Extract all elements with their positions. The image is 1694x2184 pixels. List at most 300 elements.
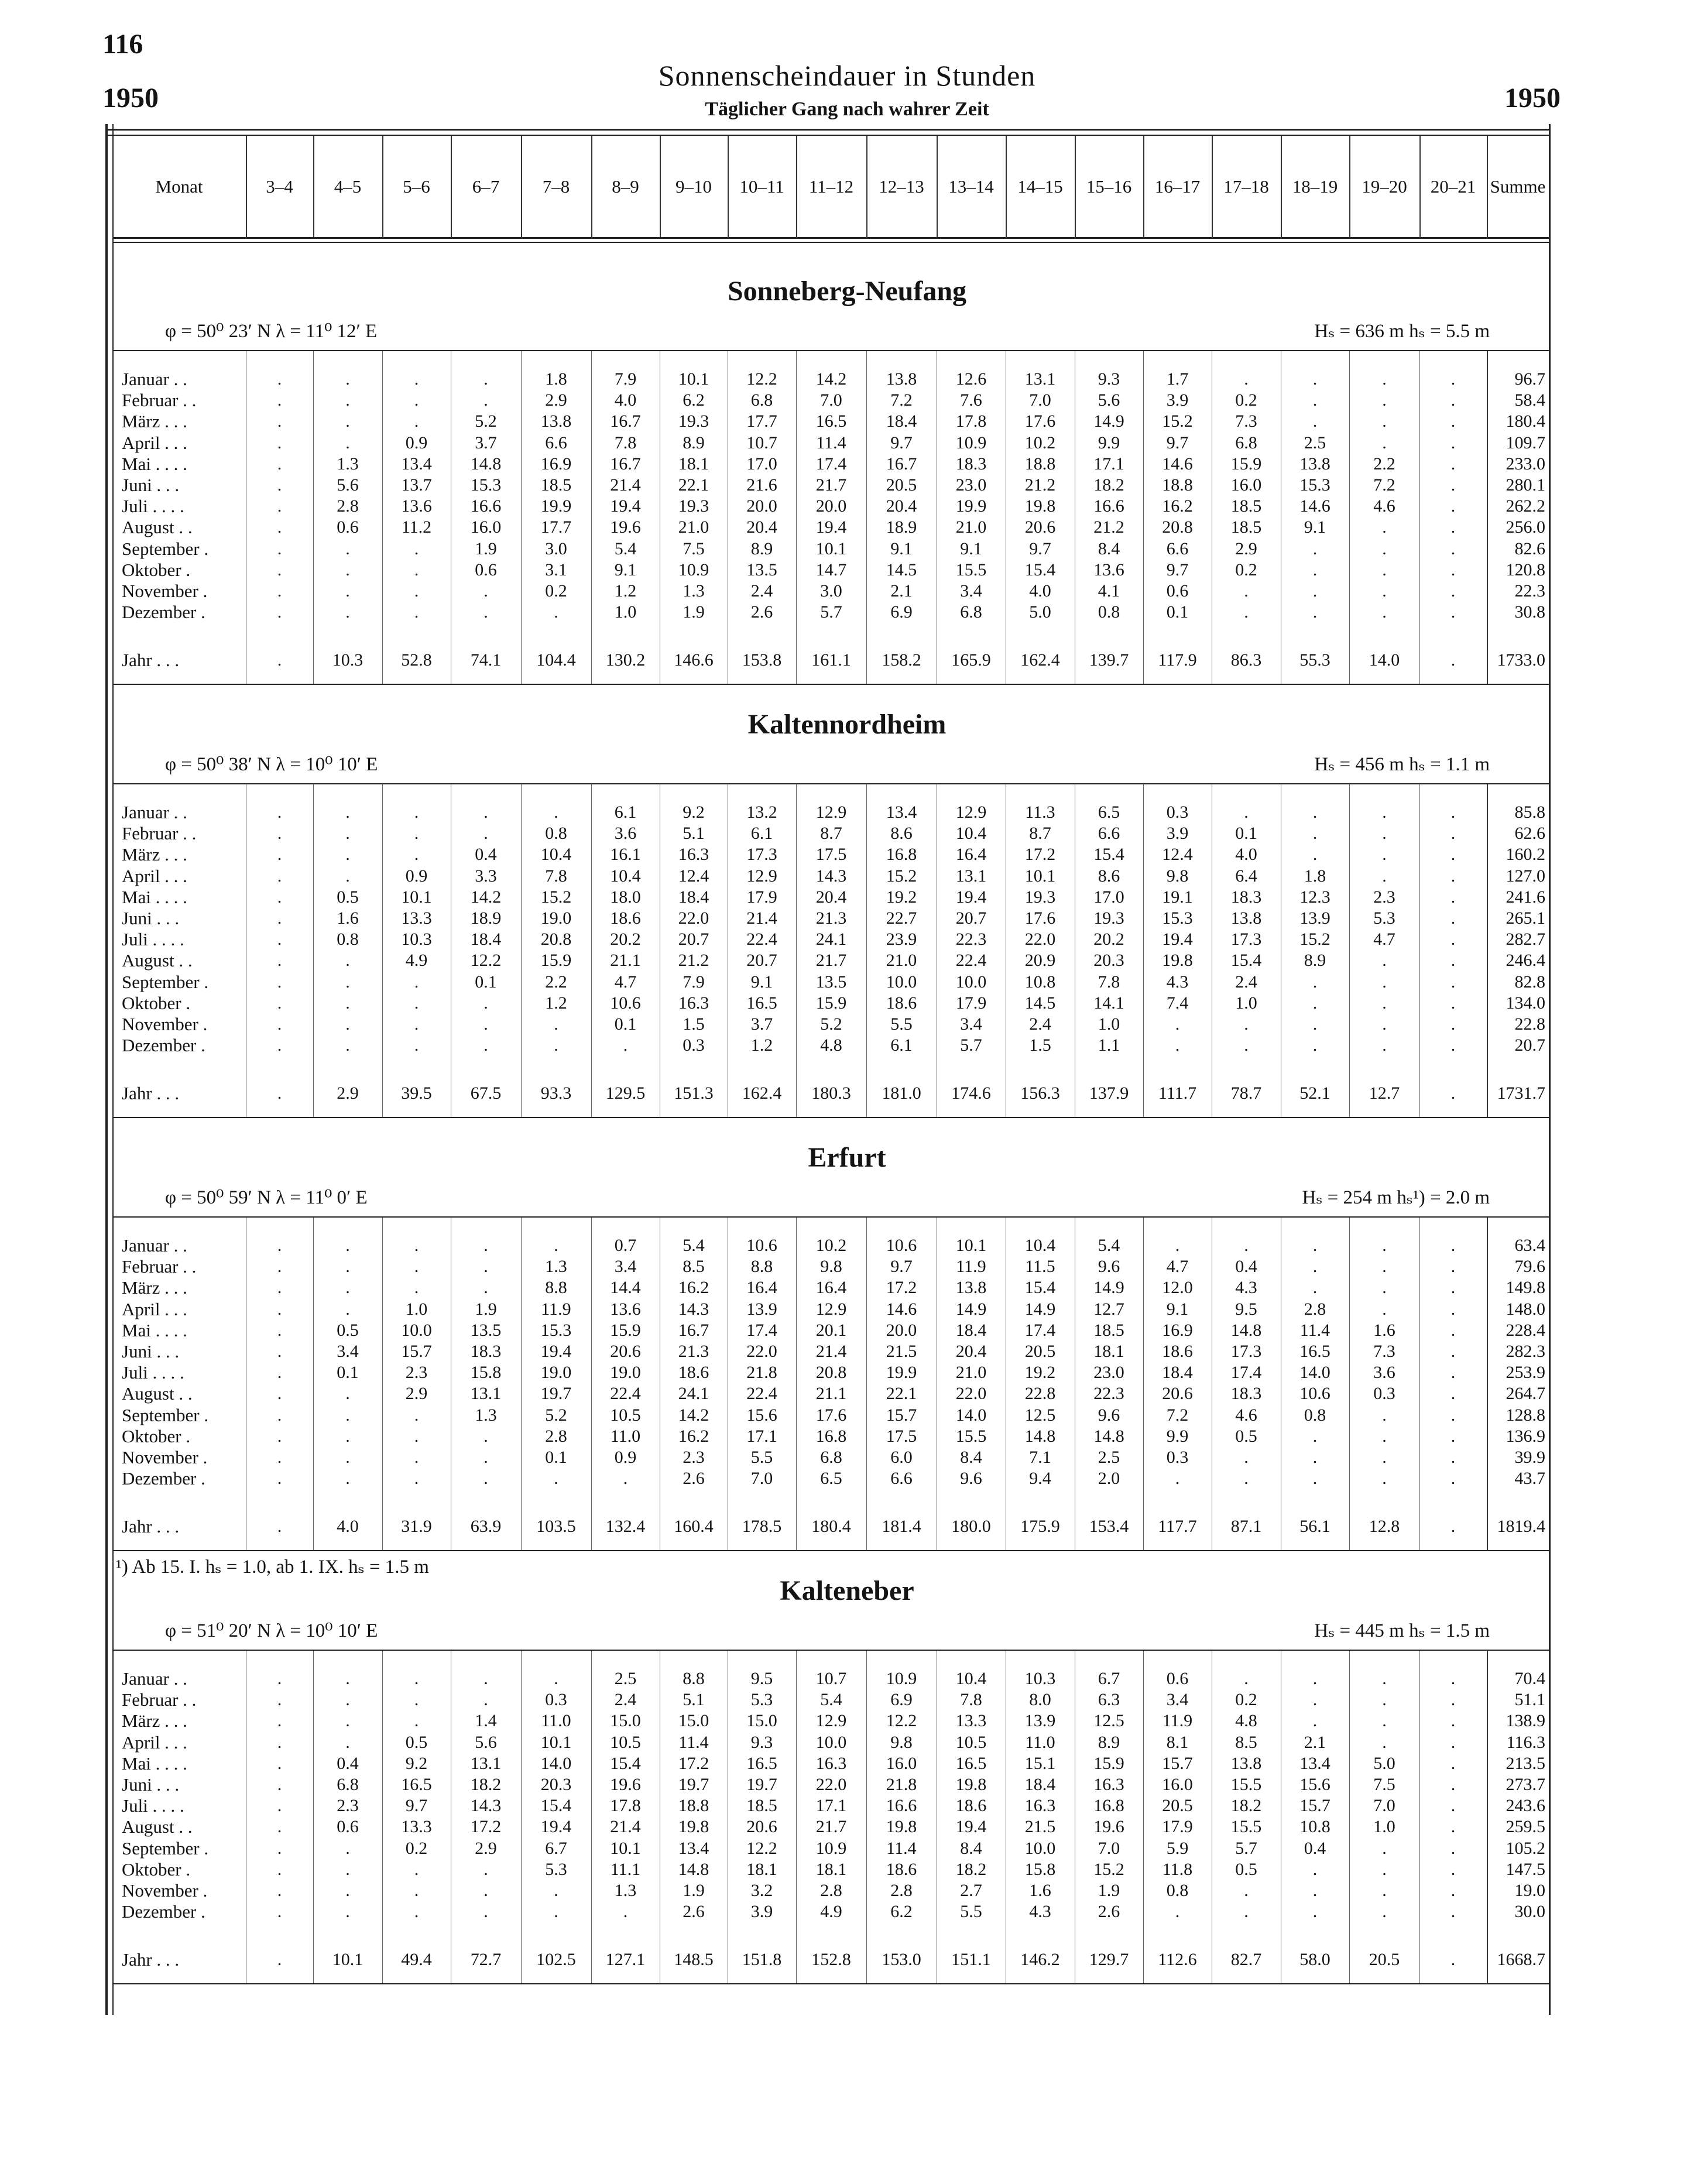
hour-cell: . — [345, 1469, 350, 1489]
hour-cell: 16.5 — [746, 1753, 777, 1773]
hour-cell: 18.4 — [1024, 1775, 1056, 1794]
hour-cell: 17.6 — [1024, 412, 1056, 431]
hour-cell: 18.1 — [678, 454, 709, 474]
hour-cell: 13.4 — [886, 803, 917, 822]
hour-cell: 16.3 — [678, 845, 709, 865]
hour-cell: 4.1 — [1098, 581, 1120, 601]
hour-cell: 13.7 — [401, 475, 432, 495]
hour-cell: 22.4 — [610, 1384, 641, 1404]
hour-cell: . — [1382, 1711, 1387, 1731]
hour-cell: 21.7 — [815, 475, 847, 495]
hour-cell: 10.9 — [955, 433, 987, 452]
month-label: Mai . . . . — [122, 1319, 187, 1340]
year-hour-cell: 56.1 — [1299, 1517, 1330, 1536]
hour-cell: 15.2 — [1093, 1859, 1124, 1879]
hour-cell: 17.0 — [1093, 887, 1124, 907]
hour-cell: 14.3 — [678, 1299, 709, 1319]
hour-cell: 12.2 — [746, 369, 777, 389]
hour-cell: 4.3 — [1029, 1902, 1051, 1922]
hour-cell: 11.8 — [1162, 1859, 1193, 1879]
year-hour-cell: . — [277, 1084, 282, 1103]
hour-cell: 19.9 — [540, 496, 572, 516]
hour-cell: . — [345, 412, 350, 431]
year-hour-cell: 112.6 — [1158, 1950, 1197, 1969]
hour-cell: 17.9 — [955, 993, 987, 1013]
year-hour-cell: 153.0 — [882, 1950, 921, 1969]
hour-cell: 16.3 — [1024, 1796, 1056, 1816]
hour-cell: . — [1450, 1236, 1456, 1255]
hour-cell: 9.2 — [683, 803, 705, 822]
hour-cell: . — [414, 581, 419, 601]
hour-cell: 7.8 — [1098, 972, 1120, 992]
hour-cell: 10.4 — [610, 866, 641, 886]
hour-cell: 0.6 — [337, 517, 359, 537]
hour-cell: 9.8 — [890, 1732, 913, 1752]
hour-cell: 15.2 — [886, 866, 917, 886]
column-header-hour: 11–12 — [808, 176, 854, 197]
hour-cell: 19.2 — [1024, 1363, 1056, 1383]
hour-cell: . — [483, 1014, 488, 1034]
hour-cell: 18.8 — [1024, 454, 1056, 474]
station-elevation: Hₛ = 445 m hₛ = 1.5 m — [1314, 1620, 1490, 1641]
hour-cell: . — [1312, 1859, 1318, 1879]
hour-cell: 18.8 — [1162, 475, 1193, 495]
year-hour-cell: 160.4 — [674, 1517, 714, 1536]
hour-cell: 16.0 — [1162, 1775, 1193, 1794]
hour-cell: 0.4 — [475, 845, 497, 865]
hour-cell: . — [554, 602, 558, 622]
hour-cell: 2.9 — [545, 390, 567, 410]
hour-cell: 24.1 — [815, 930, 847, 949]
hour-cell: 18.1 — [815, 1859, 847, 1879]
hour-cell: 21.7 — [815, 951, 847, 971]
hour-cell: 21.7 — [815, 1817, 847, 1837]
hour-cell: 10.1 — [1024, 866, 1056, 886]
hour-cell: 15.9 — [1230, 454, 1262, 474]
year-hour-cell: 20.5 — [1369, 1950, 1400, 1969]
hour-cell: 22.3 — [1093, 1384, 1124, 1404]
hour-cell: 13.9 — [1299, 908, 1330, 928]
hour-cell: 18.3 — [1230, 887, 1262, 907]
year-hour-cell: 158.2 — [882, 650, 921, 670]
hour-cell: 13.4 — [678, 1838, 709, 1858]
column-header-hour: 17–18 — [1223, 176, 1269, 197]
hour-cell: 19.8 — [1162, 951, 1193, 971]
hour-cell: 0.5 — [337, 887, 359, 907]
hour-cell: 3.4 — [960, 1014, 982, 1034]
hour-cell: . — [414, 1669, 419, 1688]
hour-cell: 15.0 — [746, 1711, 777, 1731]
year-hour-cell: 180.0 — [951, 1517, 991, 1536]
hour-cell: 10.6 — [746, 1236, 777, 1255]
hour-cell: 0.6 — [337, 1817, 359, 1837]
hour-cell: 20.8 — [540, 930, 572, 949]
hour-cell: . — [345, 845, 350, 865]
hour-cell: . — [345, 539, 350, 558]
sum-cell: 180.4 — [1506, 412, 1545, 431]
month-label: Juli . . . . — [122, 1362, 184, 1383]
hour-cell: 9.8 — [1166, 866, 1189, 886]
station-bottom-rule — [112, 1117, 1551, 1118]
hour-cell: 5.4 — [614, 539, 637, 558]
month-label: Dezember . — [122, 602, 205, 623]
hour-cell: 1.3 — [545, 1257, 567, 1277]
month-label: November . — [122, 581, 208, 601]
hour-cell: 2.2 — [545, 972, 567, 992]
hour-cell: 19.7 — [540, 1384, 572, 1404]
hour-cell: 17.4 — [1230, 1363, 1262, 1383]
hour-cell: 7.8 — [960, 1690, 982, 1710]
hour-cell: . — [1382, 972, 1387, 992]
hour-cell: 1.6 — [337, 908, 359, 928]
hour-cell: 6.8 — [820, 1448, 842, 1467]
hour-cell: 10.4 — [540, 845, 572, 865]
hour-cell: 17.9 — [746, 887, 777, 907]
month-label: Februar . . — [122, 1689, 197, 1710]
hour-cell: 15.3 — [1162, 908, 1193, 928]
hour-cell: 19.1 — [1162, 887, 1193, 907]
year-label: Jahr . . . — [122, 1083, 180, 1103]
hour-cell: 14.0 — [1299, 1363, 1330, 1383]
sum-cell: 30.8 — [1514, 602, 1545, 622]
year-sum-cell: 1731.7 — [1497, 1084, 1545, 1103]
year-right: 1950 — [1504, 83, 1561, 114]
column-header-sum: Summe — [1490, 176, 1546, 197]
hour-cell: . — [1382, 1838, 1387, 1858]
hour-cell: 20.0 — [815, 496, 847, 516]
hour-cell: 0.4 — [337, 1753, 359, 1773]
hour-cell: . — [1450, 1299, 1456, 1319]
hour-cell: . — [1450, 1711, 1456, 1731]
hour-cell: 7.9 — [614, 369, 637, 389]
hour-cell: 3.1 — [545, 560, 567, 580]
hour-cell: 14.3 — [815, 866, 847, 886]
hour-cell: . — [414, 824, 419, 844]
hour-cell: 10.0 — [401, 1320, 432, 1340]
hour-cell: 3.2 — [750, 1881, 773, 1900]
hour-cell: . — [345, 1448, 350, 1467]
hour-cell: . — [1450, 1469, 1456, 1489]
year-hour-cell: 55.3 — [1299, 650, 1330, 670]
hour-cell: 13.2 — [746, 803, 777, 822]
hour-cell: . — [1382, 1236, 1387, 1255]
hour-cell: . — [345, 1299, 350, 1319]
hour-cell: 7.4 — [1166, 993, 1189, 1013]
hour-cell: 17.2 — [678, 1753, 709, 1773]
hour-cell: . — [345, 866, 350, 886]
hour-cell: 10.4 — [955, 1669, 987, 1688]
hour-cell: . — [345, 1236, 350, 1255]
hour-cell: 8.7 — [1029, 824, 1051, 844]
month-label: April . . . — [122, 432, 187, 453]
hour-cell: 19.8 — [1024, 496, 1056, 516]
hour-cell: 19.0 — [540, 908, 572, 928]
hour-cell: . — [1312, 1426, 1318, 1446]
month-label: Juni . . . — [122, 908, 180, 928]
hour-cell: 8.4 — [960, 1838, 982, 1858]
hour-cell: 8.8 — [683, 1669, 705, 1688]
hour-cell: 7.5 — [1373, 1775, 1395, 1794]
hour-cell: 11.0 — [610, 1426, 641, 1446]
hour-cell: . — [1312, 369, 1318, 389]
hour-cell: 13.9 — [746, 1299, 777, 1319]
hour-cell: 19.6 — [610, 1775, 641, 1794]
sum-cell: 259.5 — [1506, 1817, 1545, 1837]
hour-cell: 6.1 — [614, 803, 637, 822]
hour-cell: 4.0 — [1029, 581, 1051, 601]
hour-cell: 20.4 — [815, 887, 847, 907]
hour-cell: 15.2 — [540, 887, 572, 907]
hour-cell: 16.5 — [746, 993, 777, 1013]
hour-cell: 15.8 — [1024, 1859, 1056, 1879]
year-hour-cell: . — [1450, 1084, 1456, 1103]
hour-cell: 17.3 — [746, 845, 777, 865]
hour-cell: 5.2 — [820, 1014, 842, 1034]
hour-cell: 3.4 — [614, 1257, 637, 1277]
hour-cell: . — [1312, 803, 1318, 822]
hour-cell: 9.4 — [1029, 1469, 1051, 1489]
hour-cell: 21.2 — [1093, 517, 1124, 537]
month-label: Oktober . — [122, 559, 191, 580]
column-header-hour: 6–7 — [472, 176, 500, 197]
hour-cell: 17.4 — [815, 454, 847, 474]
hour-cell: 9.1 — [750, 972, 773, 992]
hour-cell: 0.2 — [405, 1838, 428, 1858]
hour-cell: 9.7 — [405, 1796, 428, 1816]
hour-cell: 7.9 — [683, 972, 705, 992]
hour-cell: 15.2 — [1162, 412, 1193, 431]
hour-cell: 23.0 — [1093, 1363, 1124, 1383]
hour-cell: 0.5 — [1235, 1859, 1257, 1879]
hour-cell: . — [1382, 412, 1387, 431]
hour-cell: 19.9 — [955, 496, 987, 516]
hour-cell: 19.0 — [610, 1363, 641, 1383]
hour-cell: 16.4 — [815, 1278, 847, 1298]
month-label: Mai . . . . — [122, 886, 187, 907]
hour-cell: . — [1175, 1014, 1180, 1034]
year-hour-cell: 127.1 — [605, 1950, 646, 1969]
hour-cell: 3.6 — [614, 824, 637, 844]
hour-cell: 4.3 — [1235, 1278, 1257, 1298]
sum-cell: 20.7 — [1514, 1036, 1545, 1055]
table-frame-left — [105, 124, 108, 2015]
hour-cell: . — [277, 930, 282, 949]
hour-cell: . — [554, 1014, 558, 1034]
hour-cell: 13.5 — [815, 972, 847, 992]
hour-cell: 17.4 — [746, 1320, 777, 1340]
hour-cell: 4.7 — [614, 972, 637, 992]
hour-cell: . — [345, 581, 350, 601]
hour-cell: . — [554, 803, 558, 822]
hour-cell: . — [554, 1902, 558, 1922]
hour-cell: 9.7 — [890, 433, 913, 452]
hour-cell: . — [483, 1278, 488, 1298]
column-header-month: Monat — [155, 176, 203, 197]
hour-cell: . — [1450, 369, 1456, 389]
hour-cell: 20.8 — [815, 1363, 847, 1383]
hour-cell: 12.9 — [815, 1711, 847, 1731]
sum-cell: 39.9 — [1514, 1448, 1545, 1467]
hour-cell: . — [277, 866, 282, 886]
year-hour-cell: 152.8 — [811, 1950, 851, 1969]
hour-cell: 18.0 — [610, 887, 641, 907]
hour-cell: . — [1450, 887, 1456, 907]
hour-cell: 22.0 — [1024, 930, 1056, 949]
hour-cell: 15.9 — [540, 951, 572, 971]
hour-cell: 2.3 — [683, 1448, 705, 1467]
hour-cell: 19.4 — [610, 496, 641, 516]
hour-cell: 2.9 — [1235, 539, 1257, 558]
year-hour-cell: 12.7 — [1369, 1084, 1400, 1103]
month-label: November . — [122, 1447, 208, 1468]
hour-cell: 16.8 — [886, 845, 917, 865]
hour-cell: . — [1450, 930, 1456, 949]
sum-cell: 96.7 — [1514, 369, 1545, 389]
hour-cell: . — [1450, 517, 1456, 537]
hour-cell: 16.5 — [1299, 1342, 1330, 1361]
hour-cell: 7.2 — [890, 390, 913, 410]
hour-cell: . — [414, 1448, 419, 1467]
hour-cell: . — [1450, 560, 1456, 580]
hour-cell: 0.3 — [683, 1036, 705, 1055]
hour-cell: 0.1 — [475, 972, 497, 992]
hour-cell: 11.4 — [886, 1838, 917, 1858]
hour-cell: . — [277, 1448, 282, 1467]
hour-cell: 18.9 — [470, 908, 502, 928]
hour-cell: 12.9 — [746, 866, 777, 886]
hour-cell: 15.8 — [470, 1363, 502, 1383]
hour-cell: 5.0 — [1029, 602, 1051, 622]
hour-cell: . — [554, 1881, 558, 1900]
hour-cell: . — [1312, 1257, 1318, 1277]
hour-cell: 1.3 — [475, 1405, 497, 1425]
hour-cell: 1.9 — [1098, 1881, 1120, 1900]
hour-cell: . — [277, 454, 282, 474]
hour-cell: 15.0 — [678, 1711, 709, 1731]
hour-cell: 0.3 — [1373, 1384, 1395, 1404]
hour-cell: . — [277, 1257, 282, 1277]
hour-cell: . — [1450, 1775, 1456, 1794]
hour-cell: 20.3 — [540, 1775, 572, 1794]
hour-cell: 13.3 — [401, 908, 432, 928]
hour-cell: . — [1450, 1859, 1456, 1879]
column-header-hour: 19–20 — [1362, 176, 1407, 197]
hour-cell: 0.5 — [337, 1320, 359, 1340]
column-header-hour: 7–8 — [542, 176, 570, 197]
sum-cell: 136.9 — [1506, 1426, 1545, 1446]
month-label: März . . . — [122, 411, 187, 432]
hour-cell: 20.5 — [886, 475, 917, 495]
column-header-hour: 16–17 — [1154, 176, 1201, 197]
hour-cell: 16.5 — [815, 412, 847, 431]
column-header-hour: 15–16 — [1086, 176, 1132, 197]
hour-cell: 6.7 — [545, 1838, 567, 1858]
hour-cell: . — [414, 803, 419, 822]
station-top-rule — [112, 783, 1551, 784]
hour-cell: 17.2 — [1024, 845, 1056, 865]
hour-cell: . — [277, 1817, 282, 1837]
month-label: Oktober . — [122, 992, 191, 1013]
hour-cell: 15.7 — [401, 1342, 432, 1361]
month-label: Februar . . — [122, 823, 197, 844]
hour-cell: . — [483, 1426, 488, 1446]
hour-cell: 8.4 — [960, 1448, 982, 1467]
year-hour-cell: 10.3 — [332, 650, 364, 670]
hour-cell: . — [1450, 1796, 1456, 1816]
hour-cell: . — [1312, 1278, 1318, 1298]
hour-cell: 6.1 — [750, 824, 773, 844]
hour-cell: 20.5 — [1024, 1342, 1056, 1361]
year-hour-cell: 104.4 — [536, 650, 576, 670]
hour-cell: 2.5 — [1304, 433, 1326, 452]
hour-cell: 1.9 — [475, 539, 497, 558]
hour-cell: . — [277, 1236, 282, 1255]
hour-cell: . — [1450, 1448, 1456, 1467]
hour-cell: 14.5 — [1024, 993, 1056, 1013]
month-label: November . — [122, 1014, 208, 1034]
hour-cell: 1.5 — [683, 1014, 705, 1034]
hour-cell: 9.9 — [1166, 1426, 1189, 1446]
hour-cell: 6.5 — [1098, 803, 1120, 822]
hour-cell: 5.3 — [750, 1690, 773, 1710]
hour-cell: 7.3 — [1373, 1342, 1395, 1361]
month-label: Mai . . . . — [122, 453, 187, 474]
hour-cell: . — [414, 390, 419, 410]
hour-cell: 3.7 — [750, 1014, 773, 1034]
hour-cell: . — [277, 972, 282, 992]
hour-cell: 1.1 — [1098, 1036, 1120, 1055]
hour-cell: 13.6 — [401, 496, 432, 516]
hour-cell: . — [277, 433, 282, 452]
hour-cell: 2.1 — [890, 581, 913, 601]
hour-cell: 20.5 — [1162, 1796, 1193, 1816]
column-header-hour: 4–5 — [334, 176, 362, 197]
hour-cell: 18.6 — [886, 993, 917, 1013]
hour-cell: . — [1382, 1014, 1387, 1034]
year-hour-cell: 151.3 — [674, 1084, 714, 1103]
hour-cell: 10.0 — [815, 1732, 847, 1752]
hour-cell: 5.1 — [683, 824, 705, 844]
hour-cell: . — [414, 1426, 419, 1446]
hour-cell: 19.4 — [1162, 930, 1193, 949]
hour-cell: . — [1450, 1732, 1456, 1752]
hour-cell: . — [483, 993, 488, 1013]
hour-cell: 8.5 — [683, 1257, 705, 1277]
hour-cell: 10.0 — [955, 972, 987, 992]
hour-cell: 1.8 — [1304, 866, 1326, 886]
hour-cell: 11.4 — [816, 433, 846, 452]
hour-cell: 18.6 — [955, 1796, 987, 1816]
hour-cell: . — [1382, 1299, 1387, 1319]
hour-cell: 9.7 — [1029, 539, 1051, 558]
hour-cell: 6.9 — [890, 602, 913, 622]
hour-cell: 13.1 — [955, 866, 987, 886]
hour-cell: 14.6 — [1162, 454, 1193, 474]
hour-cell: 22.7 — [886, 908, 917, 928]
hour-cell: 19.0 — [540, 1363, 572, 1383]
hour-cell: 1.3 — [683, 581, 705, 601]
hour-cell: 5.3 — [1373, 908, 1395, 928]
hour-cell: . — [414, 1902, 419, 1922]
hour-cell: . — [1244, 581, 1249, 601]
sum-cell: 149.8 — [1506, 1278, 1545, 1298]
month-label: Juni . . . — [122, 1774, 180, 1795]
hour-cell: 22.0 — [746, 1342, 777, 1361]
hour-cell: . — [1312, 1014, 1318, 1034]
hour-cell: 18.5 — [540, 475, 572, 495]
hour-cell: 21.8 — [886, 1775, 917, 1794]
year-hour-cell: 39.5 — [401, 1084, 432, 1103]
